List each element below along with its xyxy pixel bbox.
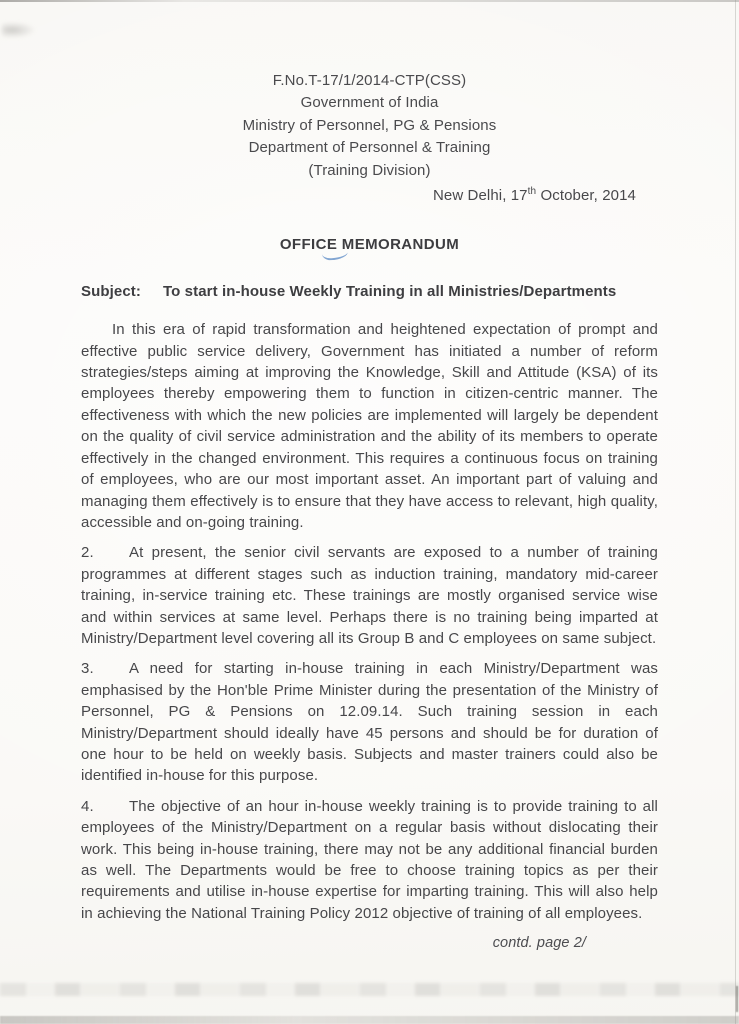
scan-corner-smudge <box>2 22 36 38</box>
paragraph-3-text: A need for starting in-house training in each Ministry/Department was emphasised by the Hon'ble Prime Minister during the presentation of the Ministry of Personnel, PG & Pensions on 12.09.14. Such training session in each Ministry/Department should ideally have 45 persons and should be for duration of one hour to be held on weekly basis. Subjects and master trainers could also be identified in-house for this purpose. <box>81 660 658 785</box>
dateline-ordinal: th <box>527 186 537 198</box>
scan-bottom-band <box>0 983 739 996</box>
org-line-department: Department of Personnel & Training <box>248 139 491 157</box>
footer-contd-note: contd. page 2/ <box>492 935 586 952</box>
memo-title <box>81 234 658 255</box>
scan-right-edge-line <box>735 0 736 1024</box>
subject-text: To start in-house Weekly Training in all Ministries/Departments <box>163 282 617 300</box>
letterhead <box>81 70 658 182</box>
paragraph-2-number: 2. <box>81 544 94 562</box>
paragraph-4-text: The objective of an hour in-house weekly training is to provide training to all employees of the Ministry/Department on a regular basis without dislocating their work. This being in-house training, there may not be any additional financial burden as well. The Departments would be free to choose training topics as per their requirements and utilise in-house expertise for imparting training. This will also help in achieving the National Training Policy 2012 objective of training of all employees. <box>81 797 658 922</box>
dateline <box>81 185 658 206</box>
org-line-division: (Training Division) <box>308 161 431 179</box>
org-line-government: Government of India <box>300 94 439 112</box>
dateline-prefix: New Delhi, 17 <box>432 187 528 205</box>
dateline-suffix: October, 2014 <box>536 187 636 205</box>
paragraph-1-text: In this era of rapid transformation and heightened expectation of prompt and effective public service delivery, Government has initiated a number of reform strategies/steps aiming at improving the Knowledge, Skill and Attitude (KSA) of its employees thereby empowering them to function in citizen-centric manner. The effectiveness with which the new policies are implemented will largely be dependent on the quality of civil service administration and the ability of its members to operate effectively in the changed environment. This requires a continuous focus on training of employees, who are our most important asset. An important part of valuing and managing them effectively is to ensure that they have access to relevant, high quality, accessible and on-going training. <box>81 321 658 531</box>
paragraph-3-number: 3. <box>81 660 94 678</box>
paragraph-4-number: 4. <box>81 797 94 815</box>
paragraph-4 <box>81 796 658 924</box>
paragraph-2-text: At present, the senior civil servants are exposed to a number of training programmes at different stages such as induction training, mandatory mid-career training, in-service training etc. These trainings are mostly organised service wise and within services at same level. Perhaps there is no training being imparted at Ministry/Department level covering all its Group B and C employees on same subject. <box>81 544 658 647</box>
paragraph-3 <box>81 658 658 786</box>
paragraph-1 <box>81 319 658 533</box>
org-line-ministry: Ministry of Personnel, PG & Pensions <box>242 116 497 134</box>
memo-title-text: OFFICE MEMORANDUM <box>279 236 460 254</box>
scan-bottom-edge-shadow <box>0 1016 739 1024</box>
file-number: F.No.T-17/1/2014-CTP(CSS) <box>272 72 467 89</box>
memo-content <box>81 0 658 955</box>
paragraph-2 <box>81 542 658 649</box>
blue-pen-underline-mark <box>321 252 347 262</box>
scan-bottom-right-tick <box>736 986 738 1012</box>
subject-row <box>81 281 658 302</box>
subject-label: Subject: <box>81 282 141 300</box>
